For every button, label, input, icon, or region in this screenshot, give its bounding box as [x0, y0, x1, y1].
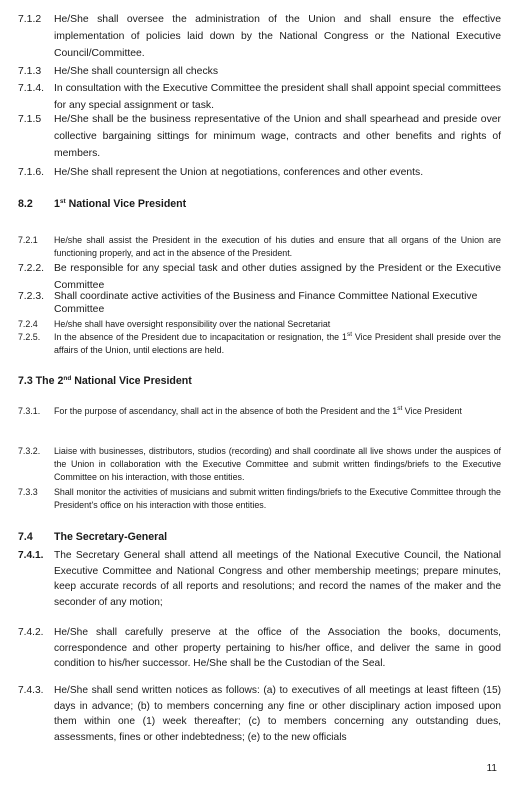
clause-number: 7.4.3.: [18, 685, 44, 696]
clause-text-start: In the absence of the President due to incapacitation or resignation, the 1: [54, 332, 347, 342]
clause-7-4-1: [18, 548, 501, 611]
clause-7-1-4: [18, 80, 501, 114]
heading-text-rest: National Vice President: [71, 375, 192, 387]
clause-text: He/She shall represent the Union at negotiations, conferences and other events.: [54, 167, 424, 178]
clause-7-2-1: [18, 234, 501, 260]
clause-text: He/she shall assist the President in the execution of his duties and ensure that all organs of the Union are functioning properly, and act in the absence of the President.: [54, 235, 501, 258]
clause-7-4-3: [18, 683, 501, 746]
ordinal-sup: st: [397, 405, 403, 412]
clause-number: 7.1.4.: [18, 83, 44, 94]
clause-text: The Secretary General shall attend all meetings of the National Executive Council, the National Executive Committee and National Congress and other membership meetings; prepare minutes, keep accurate records of all reports and resolutions; and record the names of the maker and the seconder of any motion;: [54, 550, 501, 609]
clause-7-1-5: [18, 111, 501, 163]
clause-text-end: Vice President: [402, 406, 462, 416]
page-number: 11: [486, 763, 497, 774]
section-heading-8-2: [18, 198, 186, 210]
clause-number: 7.2.2.: [18, 263, 44, 274]
clause-text: He/She shall countersign all checks: [54, 66, 219, 77]
clause-7-1-2: [18, 11, 501, 63]
heading-sup: st: [59, 198, 66, 205]
clause-number: 7.2.4: [18, 319, 38, 329]
clause-number: 7.1.3: [18, 66, 42, 77]
clause-7-3-1: [18, 405, 501, 418]
clause-text: In consultation with the Executive Committee the president shall shall appoint special committees for any special assignment or task.: [54, 83, 501, 112]
clause-number: 7.3.1.: [18, 406, 41, 416]
heading-sup: nd: [63, 375, 72, 382]
section-heading-7-3: [18, 375, 192, 387]
heading-text-rest: National Vice President: [65, 198, 187, 210]
clause-text-end: Vice President shall preside over the affairs of the Union, until elections are held.: [54, 332, 501, 355]
clause-number: 7.1.5: [18, 114, 42, 125]
clause-text: He/She shall be the business representative of the Union and shall spearhead and preside over collective bargaining sittings for minimum wage, contracts and other benefits and rights of members.: [54, 114, 501, 160]
clause-text-start: For the purpose of ascendancy, shall act in the absence of both the President and the 1: [54, 406, 398, 416]
clause-number: 7.2.5.: [18, 332, 41, 342]
clause-number: 7.4.2.: [18, 627, 44, 638]
heading-text: The Secretary-General: [54, 531, 168, 543]
section-heading-7-4: [18, 531, 167, 543]
clause-text: He/she shall have oversight responsibility over the national Secretariat: [54, 319, 331, 329]
clause-number: 7.1.2: [18, 14, 42, 25]
clause-text: Be responsible for any special task and other duties assigned by the President or the Executive Committee: [54, 263, 501, 292]
clause-number: 7.3.2.: [18, 446, 41, 456]
clause-7-4-2: [18, 625, 501, 672]
clause-7-2-4: [18, 318, 501, 331]
clause-text: [54, 405, 501, 418]
clause-text: Liaise with businesses, distributors, studios (recording) and shall coordinate all live shows under the auspices of the Union in collaboration with the Executive Committee and submit written findings/briefs to the Executive Committee on his interaction, with those entities.: [54, 446, 501, 482]
heading-text: 1: [54, 198, 60, 210]
clause-7-3-2: [18, 445, 501, 484]
clause-text: He/She shall carefully preserve at the office of the Association the books, documents, correspondence and other property pertaining to his/her office, and deliver the same in good condition to his/her successor. He/She shall be the Custodian of the Seal.: [54, 627, 501, 670]
clause-7-1-6: [18, 164, 501, 181]
heading-number: 7.4: [18, 531, 33, 543]
clause-number: 7.3.3: [18, 487, 38, 497]
clause-text: He/She shall send written notices as follows: (a) to executives of all meetings at least fifteen (15) days in advance; (b) to members concerning any fine or other disciplinary action imposed upon them within one (1) week thereafter; (c) to members concerning any outstanding dues, assessments, fines or other indebtedness; (e) to the new officials: [54, 685, 501, 744]
clause-7-3-3: [18, 486, 501, 512]
ordinal-sup: st: [346, 331, 352, 338]
clause-7-2-5: [18, 331, 501, 357]
clause-number: 7.2.1: [18, 235, 38, 245]
clause-number: 7.1.6.: [18, 167, 44, 178]
clause-text: Shall monitor the activities of musicians and submit written findings/briefs to the Executive Committee through the President's office on his interaction with those entities.: [54, 487, 501, 510]
heading-number: 8.2: [18, 198, 33, 210]
clause-text: [54, 331, 501, 357]
clause-7-1-3: [18, 63, 501, 80]
clause-number: 7.2.3.: [18, 291, 44, 302]
heading-text: 7.3 The 2: [18, 375, 64, 387]
clause-7-2-3: [18, 290, 501, 316]
clause-number: 7.4.1.: [18, 550, 44, 561]
clause-text: Shall coordinate active activities of the Business and Finance Committee National Executive Committee: [54, 291, 478, 316]
clause-text: He/She shall oversee the administration of the Union and shall ensure the effective implementation of policies laid down by the National Congress or the National Executive Council/Committee.: [54, 14, 501, 60]
